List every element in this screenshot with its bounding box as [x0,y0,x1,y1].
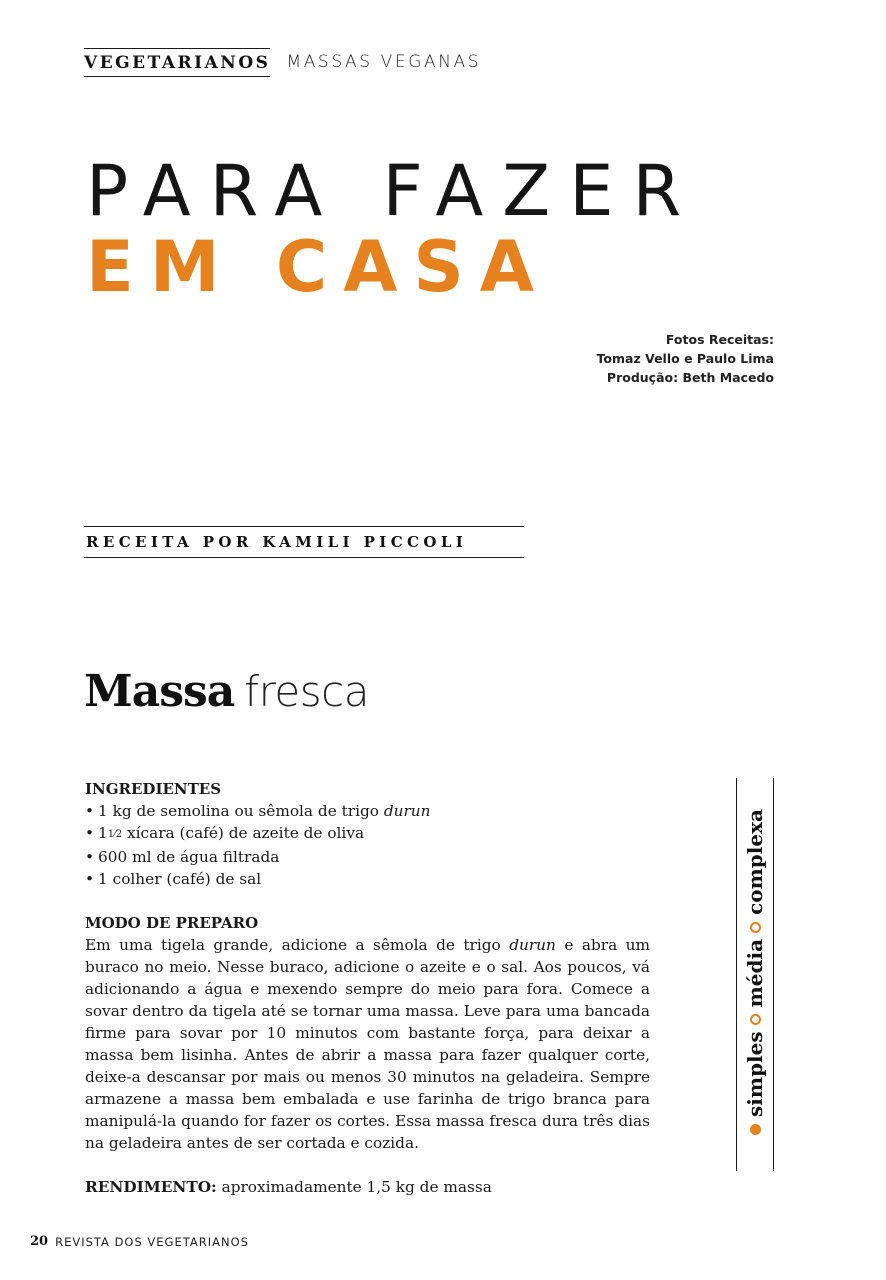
photo-credits [597,330,774,387]
ingredient-text: 600 ml de água filtrada [98,848,280,866]
bullet-icon: • [85,848,95,866]
ingredient-whole: 1 [98,824,108,842]
ingredient-item [85,868,650,890]
recipe-author-bar [84,526,524,558]
ingredient-item [85,822,650,846]
ingredient-item [85,846,650,868]
section-tag [84,46,481,78]
credits-line-2: Tomaz Vello e Paulo Lima [596,351,774,366]
headline-line-2: EM CASA [86,226,550,308]
method-part: Em uma tigela grande, adicione a sêmola de trigo [85,936,510,954]
ingredient-italic: durun [383,802,431,820]
magazine-name: REVISTA DOS VEGETARIANOS [55,1234,249,1249]
difficulty-dot-empty-icon [750,921,761,932]
method-text [85,934,650,1154]
difficulty-level-media: média [743,938,767,1007]
difficulty-dot-filled-icon [750,1123,761,1134]
method-part: e abra um buraco no meio. Nesse buraco, adicione o azeite e o sal. Aos poucos, vá adicionando a água e mexendo sempre do meio para fora. Comece a sovar dentro da tigela até se tornar uma massa. Leve para uma bancada firme para sovar por 10 minutos com bastante força, para deixar a massa bem lisinha. Antes de abrir a massa para fazer qualquer corte, deixe-a descansar por mais ou menos 30 minutos na geladeira. Sempre armazene a massa bem embalada e use farinha de trigo branca para manipulá-la quando for fazer os cortes. Essa massa fresca dura três dias na geladeira antes de ser cortada e cozida. [85,936,650,1152]
recipe-title [84,666,369,717]
difficulty-level-complexa: complexa [743,808,767,915]
ingredients-list [85,800,650,890]
ingredient-text: 1 kg de semolina ou sêmola de trigo [98,802,384,820]
ingredient-fraction: 1⁄2 [107,829,123,840]
yield-label: RENDIMENTO: [85,1178,217,1196]
bullet-icon: • [85,870,95,888]
ingredient-item [85,800,650,822]
section-subcategory: MASSAS VEGANAS [286,52,482,72]
ingredients-heading: INGREDIENTES [85,780,222,798]
credits-line-3: Produção: Beth Macedo [606,370,774,385]
ingredient-text: 1 colher (café) de sal [98,870,262,888]
bullet-icon: • [85,824,95,842]
method-heading: MODO DE PREPARO [85,914,259,932]
method-italic: durun [509,936,556,954]
difficulty-dot-empty-icon [750,1014,761,1025]
yield [85,1176,650,1198]
recipe-author: RECEITA POR KAMILI PICCOLI [86,533,468,551]
page-number: 20 [30,1234,49,1249]
credits-line-1: Fotos Receitas: [665,332,774,347]
ingredient-text: xícara (café) de azeite de oliva [122,824,365,842]
difficulty-scale [736,778,774,1171]
bullet-icon: • [85,802,95,820]
difficulty-level-simples: simples [743,1030,767,1117]
headline-line-1: PARA FAZER [86,150,701,232]
section-category: VEGETARIANOS [84,48,270,77]
recipe-title-light: fresca [244,667,369,716]
recipe-title-bold: Massa [84,666,235,717]
yield-value: aproximadamente 1,5 kg de massa [216,1178,492,1196]
recipe-body [85,778,650,1198]
page-footer [30,1234,249,1249]
